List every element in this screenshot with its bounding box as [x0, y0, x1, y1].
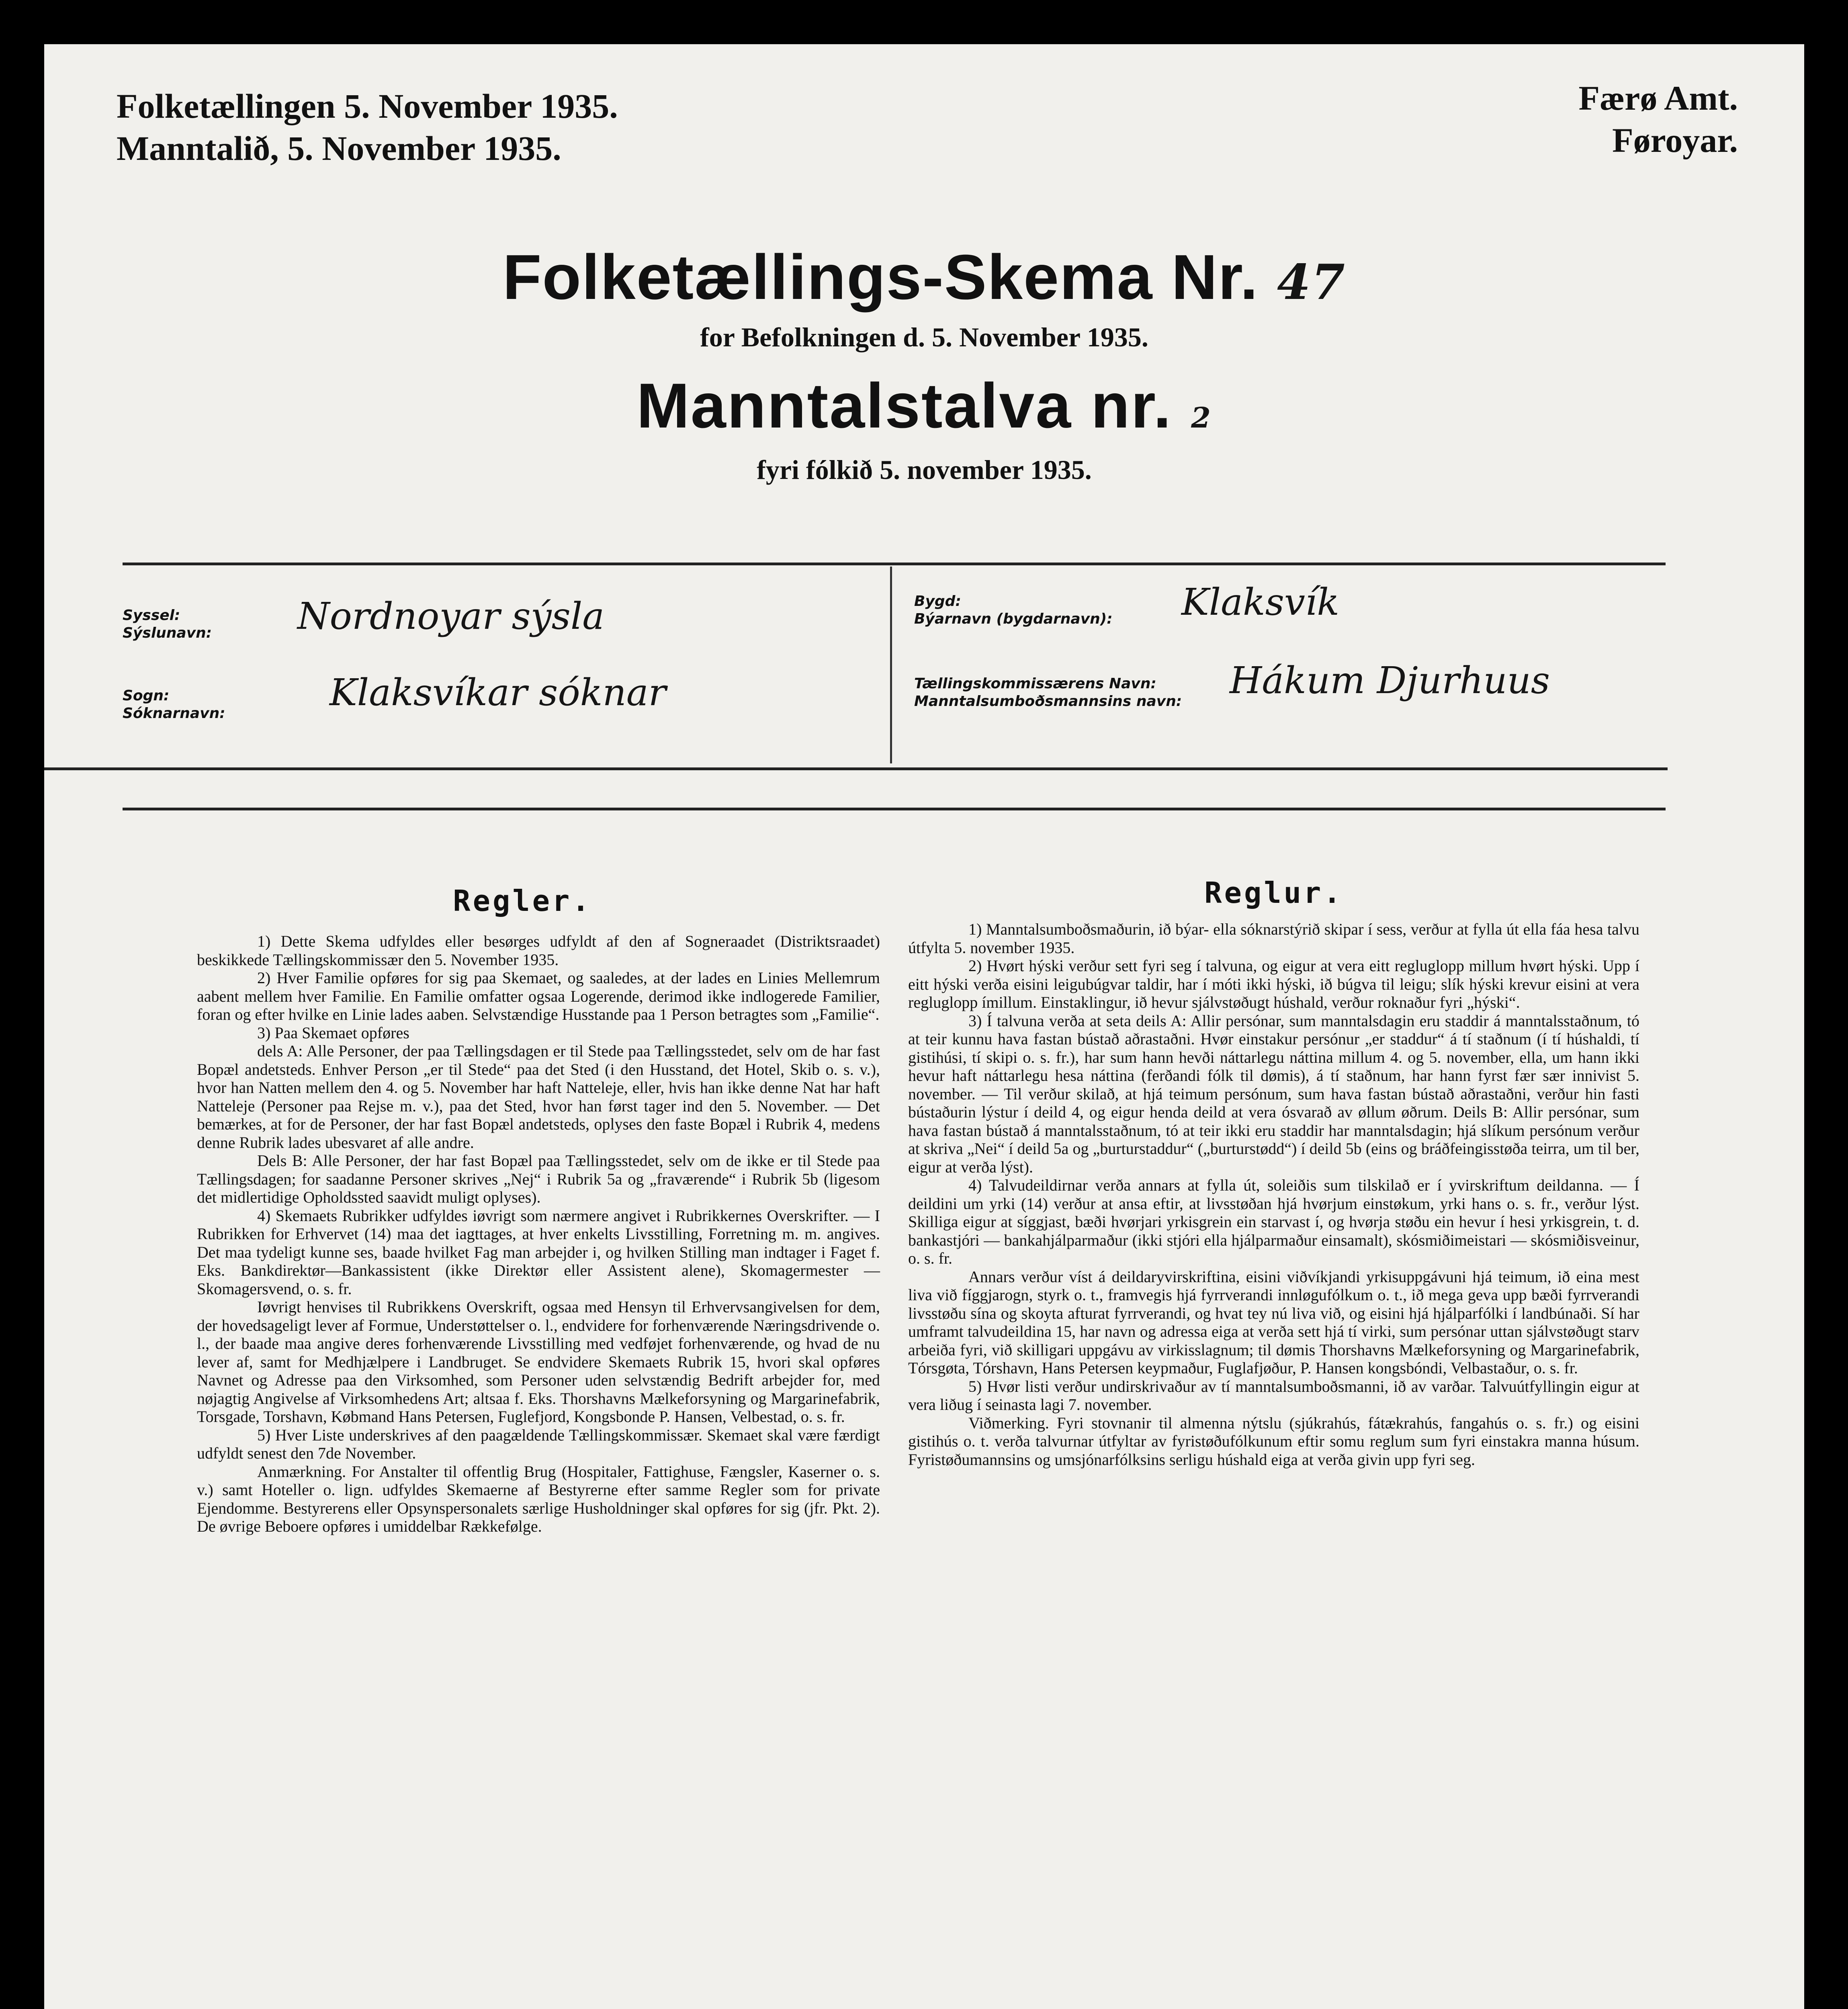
rules-list-danish: [197, 932, 880, 1536]
commissioner-value: Hákum Djurhuus: [1230, 659, 1550, 702]
danish-rule-5: Dels B: Alle Personer, der har fast Bopæl paa Tællingsstedet, selv om de ikke er til Stede paa Tællingsdagen; for saadanne Personer skrives „Nej“ i Rubrik 5a og „fraværende“ i Rubrik 5b (ligesom det midlertidige Opholdssted saavidt muligt oplyses).: [197, 1152, 880, 1206]
header-region-danish: Færø Amt.: [1578, 79, 1738, 117]
danish-rule-2: 2) Hver Familie opføres for sig paa Skemaet, og saaledes, at der lades en Linies Mellemrum aabent mellem hver Familie. En Familie omfatter ogsaa Logerende, derimod ikke indlogerede Familier, foran og efter hvilke en Linie lades aaben. Selvstændige Husstande paa 1 Person betragtes som „Familie“.: [197, 969, 880, 1023]
danish-rule-8: 5) Hver Liste underskrives af den paagældende Tællingskommissær. Skemaet skal være færdigt udfyldt senest den 7de November.: [197, 1426, 880, 1462]
faroese-rule-3: 3) Í talvuna verða at seta deils A: Allir persónar, sum manntalsdagin eru staddir á manntalsstaðnum, tó at teir kunnu hava fastan bústað aðrastaðni. Hvør einstakur persónur „er staddur“ á tí staðnum (í tí húshaldi, tí gistihúsi, tí skipi o. s. fr.), har sum hann hevði náttarlegu náttina millum 4. og 5. november, ella, um hann ikki hevur haft náttarlegu hesa náttina (ferðandi fólk til dømis), á tí staðnum, har hann fyrst fær sær innivist 5. november. — Til verður skilað, at hjá teimum persónum, sum hava fastan bústað aðrastaðni, verður hin fasti bústaðurin lýstur í deild 4, og eigur henda deild at vera ósvarað av øllum øðrum. Deils B: Allir persónar, sum hava fastan bústað á manntalsstaðnum, tó at teir ikki eru staddir har manntalsdagin; hjá slíkum persónum verður at skriva „Nei“ í deild 5a og „burturstaddur“ („burturstødd“) í deild 5b (eins og bráðfeingisstøða teirra, um til ber, eigur at verða lýst).: [908, 1011, 1639, 1176]
sogn-value: Klaksvíkar sóknar: [329, 671, 666, 714]
rules-heading-danish: Regler.: [453, 884, 592, 918]
bygd-value: Klaksvík: [1181, 581, 1340, 624]
form-title-faroese: [44, 370, 1804, 442]
faroese-rule-7: Viðmerking. Fyri stovnanir til almenna nýtslu (sjúkrahús, fátækrahús, fangahús o. s. fr.) og eisini gistihús o. t. verða talvurnar útfyltar av fyristøðufólkunum eftir somu reglum sum fyri einstakra manna húsum. Fyristøðumannsins og umsjónarfólksins serligu húshald eiga at verða givin upp fyri seg.: [908, 1414, 1639, 1469]
danish-rule-6: 4) Skemaets Rubrikker udfyldes iøvrigt som nærmere angivet i Rubrikkernes Overskrifter. — I Rubrikken for Erhvervet (14) maa det iagttages, at hver enkelts Livsstilling, Forretning m. m. angives. Det maa tydeligt kunne ses, baade hvilket Fag man arbejder i, og hvilken Stilling man indtager i Faget f. Eks. Bankdirektør—Bankassistent (ikke Direktør eller Assistent alene), Skomagermester — Skomagersvend, o. s. fr.: [197, 1206, 880, 1298]
rules-list-faroese: [908, 920, 1639, 1469]
header-title-danish: Folketællingen 5. November 1935.: [117, 87, 618, 125]
syssel-value: Nordnoyar sýsla: [297, 595, 605, 638]
divider-fields-bottom: [44, 767, 1668, 770]
form-title-danish: [44, 241, 1804, 314]
sogn-label: Sogn: Sóknarnavn:: [123, 687, 225, 722]
danish-rule-1: 1) Dette Skema udfyldes eller besørges udfyldt af den af Sogneraadet (Distriktsraadet) beskikkede Tællingskommissær den 5. November 1935.: [197, 932, 880, 969]
divider-top: [123, 563, 1666, 565]
divider-rules-top: [123, 808, 1666, 810]
commissioner-label: Tællingskommissærens Navn: Manntalsumboðsmannsins navn:: [914, 675, 1182, 710]
form-title-text: Folketællings-Skema Nr.: [502, 242, 1259, 313]
form-subtitle-faroese: fyri fólkið 5. november 1935.: [757, 454, 1092, 485]
form-title-faroese-text: Manntalstalva nr.: [636, 370, 1173, 441]
faroese-rule-1: 1) Manntalsumboðsmaðurin, ið býar- ella sóknarstýrið skipar í sess, verður at fylla út ella fáa hesa talvu útfylta 5. november 1935.: [908, 920, 1639, 957]
rules-heading-faroese: Reglur.: [1204, 876, 1343, 910]
faroese-rule-5: Annars verður víst á deildaryvirskriftina, eisini viðvíkjandi yrkisuppgávuni hjá teimum, ið eina mest liva við fíggjarogn, styrk o. t., framvegis hjá fyrrverandi innløgufólkum o. t., ið mega geva upp bæði fyrrverandi livsstøðu sína og skoyta afturat fyrrverandi, og hvat tey nú liva við, og eisini hjá hjálparfólki í landbúnaði. Sí har umframt talvudeildina 15, har navn og adressa eiga at verða sett hjá tí virki, sum persónar uttan sjálvstøðugt starv arbeiða fyri, við skilligari uppgávu av virkisslagnum; til dømis Thorshavns Mælkeforsyning og Margarinefabrik, Tórsgøta, Tórshavn, Hans Petersen keypmaður, Fuglafjøður, P. Hansen kongsbóndi, Velbastaður, o. s. fr.: [908, 1267, 1639, 1377]
form-number-faroese-handwritten: 2: [1191, 401, 1212, 434]
syssel-label: Syssel: Sýslunavn:: [123, 607, 212, 641]
danish-rule-4: dels A: Alle Personer, der paa Tællingsdagen er til Stede paa Tællingsstedet, selv om de har fast Bopæl andetsteds. Enhver Person „er til Stede“ paa det Sted (i den Husstand, det Hotel, Skib o. s. v.), hvor han Natten mellem den 4. og 5. November har haft Natteleje, eller, hvis han ikke denne Nat har haft Natteleje (Personer paa Rejse m. v.), paa det Sted, hvor han først tager ind den 5. November. — Det bemærkes, at for de Personer, der har fast Bopæl andetsteds, oplyses den faste Bopæl i Rubrik 4, medens denne Rubrik lades ubesvaret af alle andre.: [197, 1042, 880, 1152]
form-subtitle-danish: for Befolkningen d. 5. November 1935.: [700, 322, 1148, 352]
census-form-page: [44, 44, 1804, 2009]
divider-vertical: [890, 567, 892, 763]
faroese-rule-4: 4) Talvudeildirnar verða annars at fylla út, soleiðis sum tilskilað er í yvirskriftum deildanna. — Í deildini um yrki (14) verður at ansa eftir, at livsstøðan hjá hvørjum einstøkum, yrki hans o. s. fr., verður lýst. Skilliga eigur at síggjast, bæði hvørjari yrkisgrein ein starvast í, og hvørja støðu ein hevur í hesi yrkisgrein, t. d. bankastjóri — bankahjálparmaður (ikki stjóri ella hjálparmaður einsamalt), skósmiðimeistari — skósmiðisveinur, o. s. fr.: [908, 1176, 1639, 1267]
header-title-faroese: Manntalið, 5. November 1935.: [117, 129, 561, 168]
danish-rule-3: 3) Paa Skemaet opføres: [257, 1023, 409, 1042]
faroese-rule-2: 2) Hvørt hýski verður sett fyri seg í talvuna, og eigur at vera eitt regluglopp millum hvørt hýski. Upp í eitt hýski verða eisini leigubúgvar taldir, har í móti ikki hýski, ið búgva til leigu; slík hýski krevur eisini at vera regluglopp ímillum. Einstaklingur, ið hevur sjálvstøðugt húshald, verður roknaður fyri „hýski“.: [908, 957, 1639, 1011]
danish-rule-7: Iøvrigt henvises til Rubrikkens Overskrift, ogsaa med Hensyn til Erhvervsangivelsen for dem, der hovedsageligt lever af Formue, Understøttelser o. l., endvidere for forhenværende Næringsdrivende o. l., der baade maa angive deres forhenværende Livsstilling med vedføjet forhenværende, og hvad de nu lever af, samt for Medhjælpere i Landbruget. Se endvidere Skemaets Rubrik 15, hvori skal opføres Navnet og Adresse paa den Virksomhed, som Personer uden selvstændig Bedrift arbejder for, med nøjagtig Angivelse af Virksomhedens Art; altsaa f. Eks. Thorshavns Mælkeforsyning og Margarinefabrik, Torsgade, Torshavn, Købmand Hans Petersen, Fuglefjord, Kongsbonde P. Hansen, Velbestad, o. s. fr.: [197, 1298, 880, 1426]
danish-rule-9: Anmærkning. For Anstalter til offentlig Brug (Hospitaler, Fattighuse, Fængsler, Kaserner o. s. v.) samt Hoteller o. lign. udfyldes Skemaerne af Bestyrerne efter samme Regler som for private Ejendomme. Bestyrerens eller Opsynspersonalets særlige Husholdninger skal opføres for sig (jfr. Pkt. 2). De øvrige Beboere opføres i umiddelbar Rækkefølge.: [197, 1462, 880, 1535]
faroese-rule-6: 5) Hvør listi verður undirskrivaður av tí manntalsumboðsmanni, ið av varðar. Talvuútfyllingin eigur at vera liðug í seinasta lagi 7. november.: [908, 1377, 1639, 1414]
header-region-faroese: Føroyar.: [1612, 121, 1738, 160]
bygd-label: Bygd: Býarnavn (bygdarnavn):: [914, 593, 1113, 627]
form-number-handwritten: 47: [1277, 254, 1346, 311]
